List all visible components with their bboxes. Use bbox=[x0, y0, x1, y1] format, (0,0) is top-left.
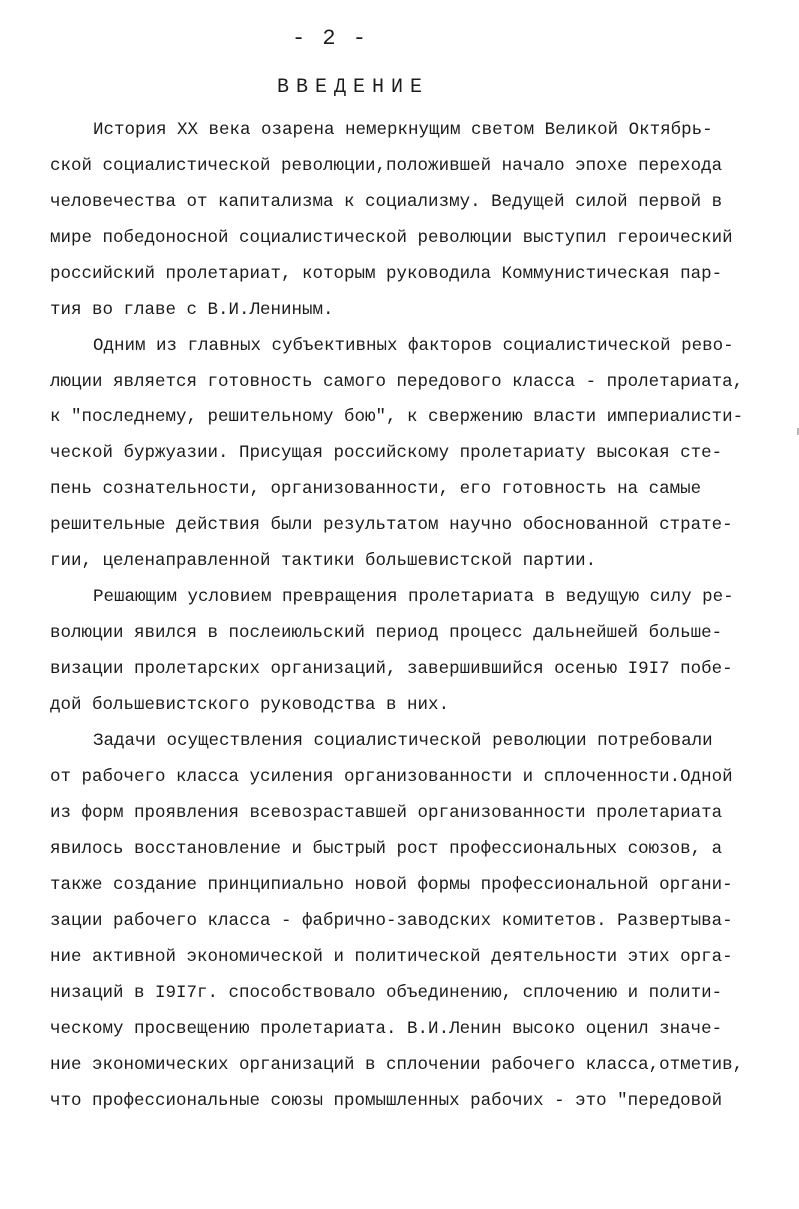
text-line: человечества от капитализма к социализму. Ведущей силой первой в bbox=[50, 192, 723, 212]
text-line: люции является готовность самого передового класса - пролетариата, bbox=[50, 372, 744, 392]
text-line: к "последнему, решительному бою", к свержению власти империалисти- bbox=[50, 407, 744, 427]
text-line: ние экономических организаций в сплочении рабочего класса,отметив, bbox=[50, 1055, 744, 1075]
section-heading: ВВЕДЕНИЕ bbox=[276, 76, 429, 99]
text-line: История XX века озарена немеркнущим светом Великой Октябрь- bbox=[93, 120, 713, 140]
text-line: дой большевистского руководства в них. bbox=[50, 695, 450, 715]
text-line: решительные действия были результатом научно обоснованной страте- bbox=[50, 515, 733, 535]
page-number: - 2 - bbox=[291, 26, 368, 51]
text-line: из форм проявления всевозраставшей организованности пролетариата bbox=[50, 803, 723, 823]
text-line: пень сознательности, организованности, его готовность на самые bbox=[50, 479, 702, 499]
text-line: Решающим условием превращения пролетариата в ведущую силу ре- bbox=[93, 587, 734, 607]
text-line: Задачи осуществления социалистической революции потребовали bbox=[93, 731, 713, 751]
text-line: ческому просвещению пролетариата. В.И.Ленин высоко оценил значе- bbox=[50, 1019, 723, 1039]
text-line: ской социалистической революции,положившей начало эпохе перехода bbox=[50, 156, 723, 176]
text-line: российский пролетариат, которым руководила Коммунистическая пар- bbox=[50, 264, 723, 284]
text-line: ние активной экономической и политической деятельности этих орга- bbox=[50, 947, 733, 967]
text-line: от рабочего класса усиления организованности и сплоченности.Одной bbox=[50, 767, 733, 787]
text-line: тия во главе с В.И.Лениным. bbox=[50, 300, 334, 320]
text-line: волюции явился в послеиюльский период процесс дальнейшей больше- bbox=[50, 623, 723, 643]
text-line: ческой буржуазии. Присущая российскому пролетариату высокая сте- bbox=[50, 443, 723, 463]
text-line: визации пролетарских организаций, завершившийся осенью I9I7 побе- bbox=[50, 659, 733, 679]
text-line: явилось восстановление и быстрый рост профессиональных союзов, а bbox=[50, 839, 723, 859]
text-line: Одним из главных субъективных факторов социалистической рево- bbox=[93, 336, 734, 356]
text-line: низаций в I9I7г. способствовало объединению, сплочению и полити- bbox=[50, 983, 723, 1003]
text-line: что профессиональные союзы промышленных рабочих - это "передовой bbox=[50, 1091, 723, 1111]
text-line: мире победоносной социалистической революции выступил героический bbox=[50, 228, 733, 248]
text-line: зации рабочего класса - фабрично-заводских комитетов. Развертыва- bbox=[50, 911, 733, 931]
text-line: также создание принципиально новой формы профессиональной органи- bbox=[50, 875, 733, 895]
text-line: гии, целенаправленной тактики большевистской партии. bbox=[50, 551, 597, 571]
